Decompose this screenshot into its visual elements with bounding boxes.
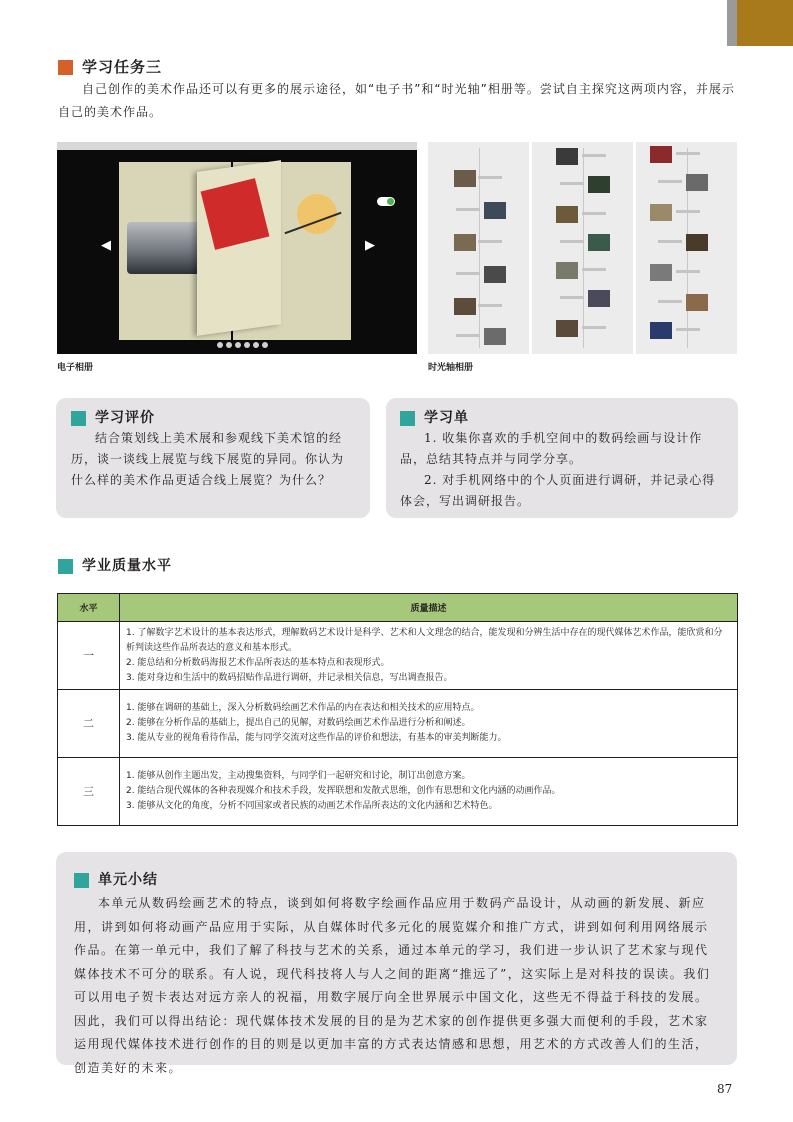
description-cell xyxy=(120,758,738,826)
description-cell xyxy=(120,690,738,758)
browser-bar xyxy=(57,142,417,150)
worksheet-item: 2. 对手机网络中的个人页面进行调研，并记录心得体会，写出调研报告。 xyxy=(400,473,716,508)
task3-title: 学习任务三 xyxy=(82,58,163,76)
table-row xyxy=(58,622,738,690)
worksheet-panel xyxy=(386,398,738,518)
corner-tab xyxy=(737,0,793,46)
timeline-image xyxy=(428,142,737,354)
description-line: 1. 能够从创作主题出发，主动搜集资料，与同学们一起研究和讨论，制订出创意方案。 xyxy=(126,771,471,781)
table-row xyxy=(58,690,738,758)
prev-arrow-icon: ◀ xyxy=(101,238,111,253)
description-line: 3. 能对身边和生活中的数码招贴作品进行调研，并记录相关信息，写出调查报告。 xyxy=(126,672,453,683)
evaluation-heading xyxy=(71,408,356,428)
quality-heading xyxy=(58,556,172,576)
description-line: 3. 能从专业的视角看待作品，能与同学交流对这些作品的评价和想法，有基本的审美判断能力。 xyxy=(126,733,507,743)
summary-panel xyxy=(56,852,737,1075)
evaluation-panel xyxy=(56,398,370,518)
evaluation-text: 结合策划线上美术展和参观线下美术馆的经历，谈一谈线上展览与线下展览的异同。你认为什么样的美术作品更适合线上展览？为什么？ xyxy=(71,431,345,487)
worksheet-heading xyxy=(400,408,724,428)
header-level: 水平 xyxy=(58,594,120,622)
level-cell: 二 xyxy=(58,690,120,758)
next-arrow-icon: ▶ xyxy=(365,238,375,253)
summary-text: 本单元从数码绘画艺术的特点，谈到如何将数字绘画作品应用于数码产品设计，从动画的新发展、新应用，讲到如何将动画产品应用于实际，从自媒体时代多元化的展览媒介和推广方式，讲到如何利用网络展示作品。在第一单元中，我们了解了科技与艺术的关系，通过本单元的学习，我们进一步认识了艺术家与现代媒体技术不可分的联系。有人说，现代科技将人与人之间的距离“推远了”，这实际上是对科技的误读。我们可以用电子贺卡表达对远方亲人的祝福，用数字展厅向全世界展示中国文化，这些无不得益于科技的发展。因此，我们可以得出结论：现代媒体技术发展的目的是为艺术家的创作提供更多强大而便利的手段，艺术家运用现代媒体技术进行创作的目的则是以更加丰富的方式表达情感和思想，用艺术的方式改善人们的生活，创造美好的未来。 xyxy=(74,896,711,1075)
timeline-column xyxy=(428,142,529,354)
description-cell xyxy=(120,622,738,690)
task3-heading xyxy=(58,57,738,77)
description-line: 2. 能结合现代媒体的各种表现媒介和技术手段，发挥联想和发散式思维，创作有思想和文化内涵的动画作品。 xyxy=(126,786,561,796)
timeline-column xyxy=(532,142,633,354)
summary-title: 单元小结 xyxy=(98,872,158,888)
description-line: 1. 了解数字艺术设计的基本表达形式，理解数码艺术设计是科学、艺术和人文理念的结合，能发现和分辨生活中存在的现代媒体艺术作品，能欣赏和分析判读这些作品所表达的意义和基本形式。 xyxy=(126,627,723,653)
timeline-caption: 时光轴相册 xyxy=(428,363,474,373)
page-dots xyxy=(217,342,268,348)
worksheet-title: 学习单 xyxy=(424,410,469,426)
ebook-image xyxy=(57,142,417,354)
section-square-icon xyxy=(400,411,415,426)
ebook-caption: 电子相册 xyxy=(57,363,94,373)
timeline-column xyxy=(636,142,737,354)
description-line: 2. 能够在分析作品的基础上，提出自己的见解，对数码绘画艺术作品进行分析和阐述。 xyxy=(126,718,471,728)
table-row xyxy=(58,758,738,826)
level-cell: 三 xyxy=(58,758,120,826)
toggle-icon xyxy=(377,197,395,206)
quality-title: 学业质量水平 xyxy=(82,558,172,574)
task3-section xyxy=(58,57,738,124)
level-cell: 一 xyxy=(58,622,120,690)
table-header-row xyxy=(58,594,738,622)
worksheet-item: 1. 收集你喜欢的手机空间中的数码绘画与设计作品，总结其特点并与同学分享。 xyxy=(400,431,703,466)
quality-table xyxy=(57,593,738,826)
section-square-icon xyxy=(71,411,86,426)
description-line: 3. 能够从文化的角度，分析不同国家或者民族的动画艺术作品所表达的文化内涵和艺术特色。 xyxy=(126,801,498,811)
summary-heading xyxy=(74,870,719,890)
header-description: 质量描述 xyxy=(120,594,738,622)
section-square-icon xyxy=(58,60,73,75)
section-square-icon xyxy=(58,559,73,574)
description-line: 2. 能总结和分析数码海报艺术作品所表达的基本特点和表现形式。 xyxy=(126,657,390,668)
task3-body: 自己创作的美术作品还可以有更多的展示途径，如“电子书”和“时光轴”相册等。尝试自主探究这两项内容，并展示自己的美术作品。 xyxy=(58,82,735,119)
description-line: 1. 能够在调研的基础上，深入分析数码绘画艺术作品的内在表达和相关技术的应用特点。 xyxy=(126,703,480,713)
page-number: 87 xyxy=(717,1082,733,1096)
evaluation-title: 学习评价 xyxy=(95,410,155,426)
section-square-icon xyxy=(74,873,89,888)
moon-painting xyxy=(297,194,337,234)
